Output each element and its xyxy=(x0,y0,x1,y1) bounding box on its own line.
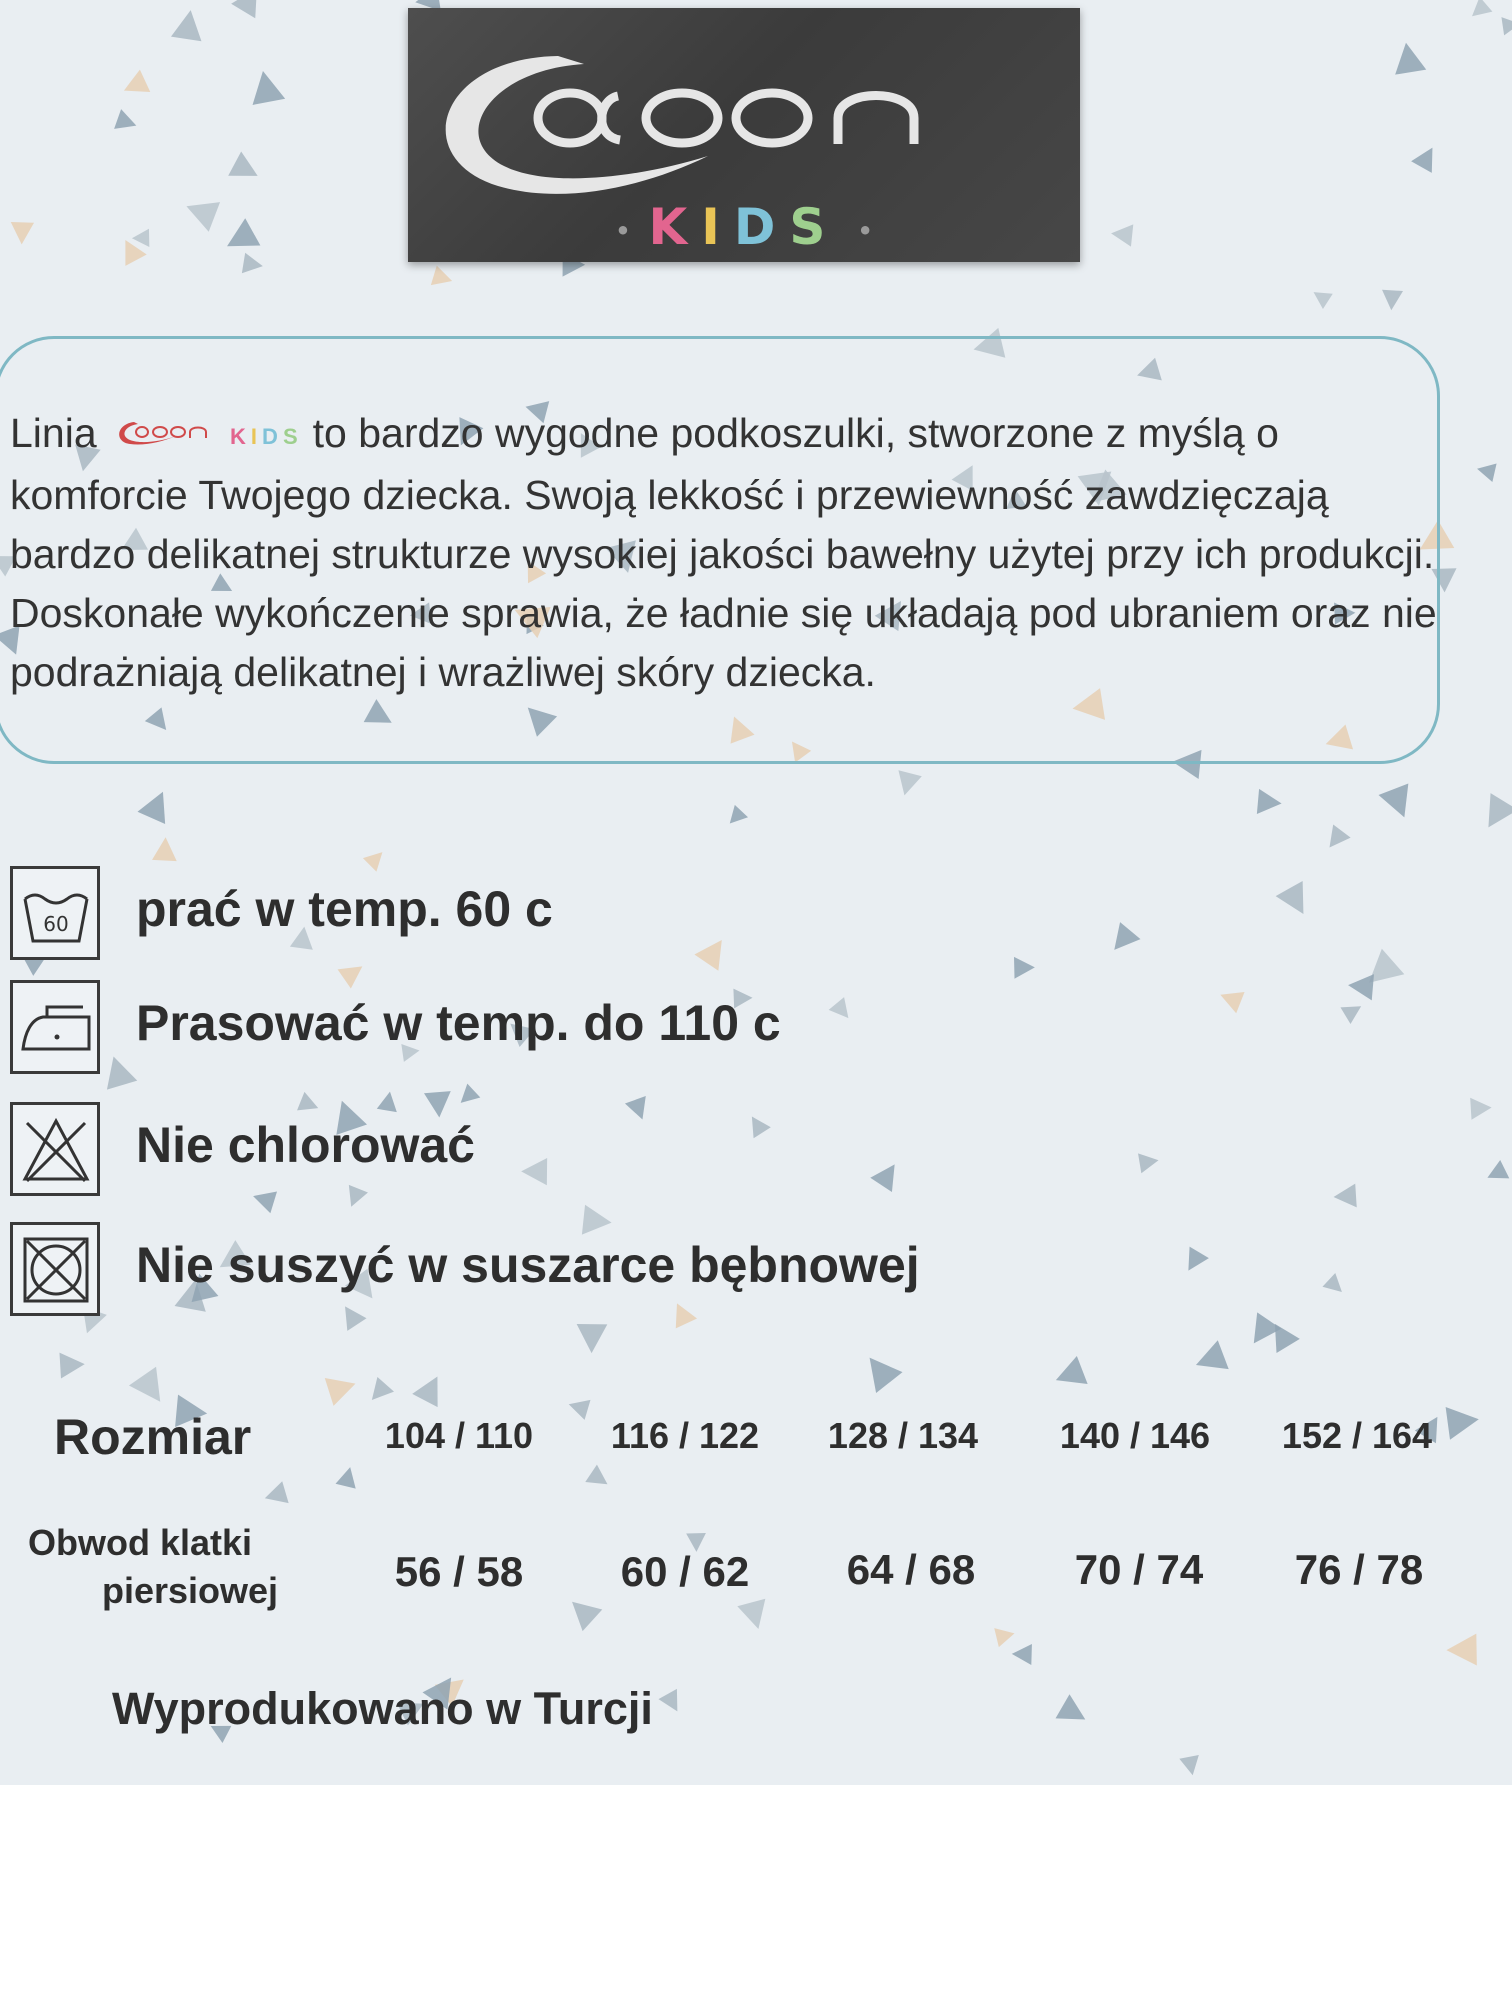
confetti-triangle xyxy=(562,1591,602,1631)
brand-logo-box xyxy=(408,8,1080,262)
chest-value: 60 / 62 xyxy=(620,1548,750,1595)
care-row-wash xyxy=(10,866,1210,966)
confetti-triangle xyxy=(137,786,176,824)
size-value: 104 / 110 xyxy=(384,1415,534,1456)
chest-value: 64 / 68 xyxy=(846,1546,976,1593)
confetti-triangle xyxy=(114,109,140,135)
confetti-triangle xyxy=(1110,222,1133,246)
kids-letter-i: I xyxy=(701,198,734,256)
confetti-triangle xyxy=(1050,1356,1087,1394)
confetti-triangle xyxy=(1411,142,1443,173)
confetti-triangle xyxy=(325,1370,360,1406)
confetti-triangle xyxy=(59,1351,85,1378)
confetti-triangle xyxy=(231,0,269,18)
confetti-triangle xyxy=(1475,460,1497,482)
confetti-triangle xyxy=(262,1481,289,1509)
confetti-triangle xyxy=(129,1367,174,1411)
confetti-triangle xyxy=(1309,285,1333,309)
confetti-triangle xyxy=(1216,984,1244,1013)
confetti-triangle xyxy=(1321,825,1351,855)
confetti-triangle xyxy=(576,1324,607,1353)
no-bleach-icon xyxy=(10,1102,100,1196)
confetti-triangle xyxy=(1257,789,1283,816)
wash-60-icon xyxy=(10,866,100,960)
care-row-dry xyxy=(10,1222,1210,1322)
confetti-triangle xyxy=(1381,290,1403,311)
confetti-triangle xyxy=(152,837,178,862)
separator-dot: • xyxy=(615,216,631,245)
size-value: 128 / 134 xyxy=(827,1415,979,1456)
confetti-triangle xyxy=(171,8,206,42)
care-text-wash: prać w temp. 60 c xyxy=(136,881,553,937)
size-label: Rozmiar xyxy=(54,1409,252,1465)
confetti-triangle xyxy=(1446,1634,1477,1666)
inline-cocoon-logo xyxy=(114,407,224,466)
care-text-bleach: Nie chlorować xyxy=(136,1117,475,1173)
confetti-triangle xyxy=(336,1465,361,1489)
made-in-text: Wyprodukowano w Turcji xyxy=(112,1683,653,1734)
confetti-triangle xyxy=(1483,1160,1509,1187)
chest-label-line2: piersiowej xyxy=(102,1570,279,1611)
confetti-triangle xyxy=(119,70,151,102)
size-value: 140 / 146 xyxy=(1059,1415,1211,1456)
confetti-triangle xyxy=(1276,881,1317,922)
care-text-iron: Prasować w temp. do 110 c xyxy=(136,995,781,1051)
confetti-triangle xyxy=(1340,998,1366,1024)
confetti-triangle xyxy=(132,229,150,248)
care-row-bleach xyxy=(10,1102,1210,1202)
confetti-triangle xyxy=(585,1465,613,1493)
confetti-triangle xyxy=(1190,1340,1228,1379)
confetti-triangle xyxy=(1501,15,1512,36)
confetti-triangle xyxy=(1379,783,1420,823)
confetti-triangle xyxy=(364,1377,394,1407)
confetti-triangle xyxy=(181,191,220,231)
confetti-triangle xyxy=(856,1347,902,1393)
confetti-triangle xyxy=(431,266,455,291)
confetti-triangle xyxy=(1390,40,1426,74)
confetti-triangle xyxy=(242,253,265,277)
confetti-triangle xyxy=(1011,1643,1031,1665)
description-prefix: Linia xyxy=(10,410,97,456)
confetti-triangle xyxy=(723,805,748,830)
confetti-triangle xyxy=(1347,972,1374,1000)
confetti-triangle xyxy=(994,1624,1017,1647)
confetti-triangle xyxy=(412,1370,450,1407)
no-tumble-dry-icon xyxy=(10,1222,100,1316)
confetti-triangle xyxy=(219,218,260,260)
description-body: to bardzo wygodne podkoszulki, stworzone z myślą o komforcie Twojego dziecka. Swoją lekkość i przewiewność zawdzięczają bardzo delikatnej strukturze wysokiej jakości bawełny użytej przy ich produkcji. Doskonałe wykończenie sprawia, że ładnie się układają pod ubraniem oraz nie podrażniają delikatnej i wrażliwej skóry dziecka. xyxy=(10,410,1437,695)
confetti-triangle xyxy=(1056,1694,1093,1731)
chest-value: 70 / 74 xyxy=(1074,1546,1204,1593)
confetti-triangle xyxy=(228,151,264,188)
chest-label-line1: Obwod klatki xyxy=(28,1522,253,1563)
confetti-triangle xyxy=(1333,1184,1357,1209)
inline-kids-text: KIDS xyxy=(230,423,303,449)
wash-temp-text: 60 xyxy=(43,912,69,936)
chest-value: 56 / 58 xyxy=(394,1548,524,1595)
separator-dot: • xyxy=(857,216,873,245)
care-text-dry: Nie suszyć w suszarce bębnowej xyxy=(136,1237,920,1293)
confetti-triangle xyxy=(1322,1273,1348,1299)
product-description xyxy=(10,404,1440,702)
confetti-triangle xyxy=(1470,1097,1492,1120)
confetti-triangle xyxy=(1179,1755,1202,1777)
size-value: 152 / 164 xyxy=(1281,1415,1433,1456)
confetti-triangle xyxy=(1475,793,1512,836)
confetti-triangle xyxy=(10,222,34,245)
kids-letter-k: K xyxy=(648,198,702,256)
iron-icon xyxy=(10,980,100,1074)
confetti-triangle xyxy=(1466,0,1493,24)
chest-value: 76 / 78 xyxy=(1294,1546,1424,1593)
kids-letter-s: S xyxy=(789,198,840,256)
kids-letter-d: D xyxy=(733,198,790,256)
kids-sublogo xyxy=(408,198,1080,256)
size-value: 116 / 122 xyxy=(610,1415,760,1456)
confetti-triangle xyxy=(247,68,286,105)
confetti-triangle xyxy=(658,1689,686,1717)
confetti-triangle xyxy=(893,770,922,798)
confetti-triangle xyxy=(737,1599,772,1633)
care-row-iron xyxy=(10,980,1210,1080)
